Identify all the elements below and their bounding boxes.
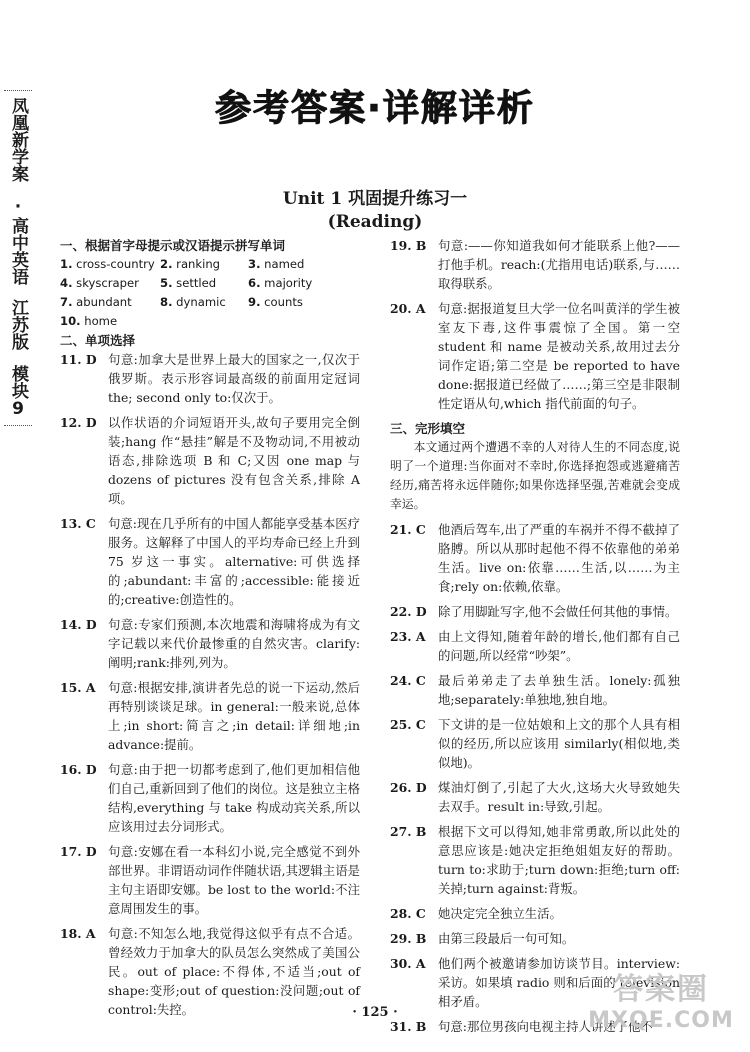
answer-explanation: 句意:现在几乎所有的中国人都能享受基本医疗服务。这解释了中国人的平均寿命已经上升到 75 岁这一事实。alternative:可供选择的;abundant:丰富的;accessible:能接近的;creative:创造性的。 (108, 516, 360, 607)
question-answer-key: 17. D (60, 844, 97, 859)
answer-word: cross-country (76, 257, 155, 271)
answer-number: 4. (60, 276, 73, 290)
unit-subtitle: (Reading) (327, 212, 423, 232)
answer-item (60, 350, 360, 407)
answer-number: 9. (248, 295, 261, 309)
answer-item (390, 822, 680, 898)
question-answer-key: 20. A (390, 301, 426, 316)
answer-word: home (84, 314, 118, 328)
answer-item (390, 520, 680, 596)
answer-number: 7. (60, 295, 73, 309)
answer-explanation: 句意:据报道复旦大学一位名叫黄洋的学生被室友下毒,这件事震惊了全国。第一空 student 和 name 是被动关系,故用过去分词作定语;第二空是 be reported to have done:据报道已经做了……;第三空是非限制性定语从句,which 指代前面的句子。 (438, 301, 680, 411)
side-label-part: ·高中英语 (8, 196, 28, 285)
answer-word: ranking (176, 257, 221, 271)
word-answer (160, 255, 248, 274)
right-column (390, 236, 680, 1042)
question-answer-key: 13. C (60, 516, 96, 531)
side-label (4, 90, 32, 426)
unit-title: Unit 1 巩固提升练习一 (282, 189, 468, 209)
answer-explanation: 由上文得知,随着年龄的增长,他们都有自己的问题,所以经常“吵架”。 (438, 629, 680, 663)
answer-number: 1. (60, 257, 73, 271)
answer-item (60, 615, 360, 672)
left-column (60, 236, 360, 1025)
passage-summary: 本文通过两个遭遇不幸的人对待人生的不同态度,说明了一个道理:当你面对不幸时,你选择抱怨或逃避痛苦经历,痛苦将永远伴随你;如果你选择坚强,苦难就会变成幸运。 (390, 440, 680, 511)
answer-explanation: 他酒后驾车,出了严重的车祸并不得不截掉了胳膊。所以从那时起他不得不依靠他的弟弟生活。live on:依靠……生活,以……为主食;rely on:依赖,依靠。 (438, 522, 680, 594)
question-answer-key: 29. B (390, 931, 427, 946)
answer-number: 8. (160, 295, 173, 309)
answer-word: counts (264, 295, 303, 309)
answer-explanation: 句意:专家们预测,本次地震和海啸将成为有文字记载以来代价最惨重的自然灾害。clarify:阐明;rank:排列,列为。 (108, 617, 360, 670)
word-answer (160, 293, 248, 312)
question-answer-key: 24. C (390, 673, 426, 688)
answer-item (390, 602, 680, 621)
answer-explanation: 句意:——你知道我如何才能联系上他?——打他手机。reach:(尤指用电话)联系,与……取得联系。 (438, 238, 680, 291)
answer-item (60, 760, 360, 836)
watermark-text: 答案圈 (613, 972, 709, 1007)
section-title: 一、根据首字母提示或汉语提示拼写单词 (60, 238, 286, 253)
answer-explanation: 他们两个被邀请参加访谈节目。interview:采访。如果填 radio 则和后面的 television 相矛盾。 (438, 956, 680, 1009)
answer-item (390, 299, 680, 413)
answer-word: settled (176, 276, 217, 290)
question-answer-key: 25. C (390, 717, 426, 732)
section-title: 三、完形填空 (390, 421, 466, 436)
answer-item (60, 514, 360, 609)
answer-item (60, 413, 360, 508)
question-answer-key: 31. B (390, 1019, 427, 1034)
answer-item (390, 671, 680, 709)
unit-heading (0, 188, 750, 234)
question-answer-key: 18. A (60, 926, 96, 941)
word-answer (60, 274, 160, 293)
answer-item (390, 715, 680, 772)
side-label-part: 江苏版 (8, 299, 28, 351)
question-answer-key: 11. D (60, 352, 97, 367)
answer-list (60, 350, 360, 1019)
answer-explanation: 句意:由于把一切都考虑到了,他们更加相信他们自己,重新回到了他们的岗位。这是独立主格结构,everything 与 take 构成动宾关系,所以应该用过去分词形式。 (108, 762, 360, 834)
word-list (60, 255, 360, 331)
answer-explanation: 句意:根据安排,演讲者先总的说一下运动,然后再特别谈谈足球。in general:一般来说,总体上;in short:简言之;in detail:详细地;in advance:提前。 (108, 680, 360, 752)
answer-word: dynamic (176, 295, 226, 309)
word-answer (248, 255, 348, 274)
word-answer (60, 312, 160, 331)
word-answer (60, 293, 160, 312)
question-answer-key: 30. A (390, 956, 426, 971)
question-answer-key: 27. B (390, 824, 427, 839)
answer-list (390, 520, 680, 1036)
answer-item (390, 236, 680, 293)
answer-explanation: 除了用脚趾写字,他不会做任何其他的事情。 (438, 604, 678, 619)
word-answer (60, 255, 160, 274)
word-answer (248, 293, 348, 312)
answer-word: abundant (76, 295, 132, 309)
answer-explanation: 她决定完全独立生活。 (438, 906, 562, 921)
question-answer-key: 12. D (60, 415, 97, 430)
question-answer-key: 16. D (60, 762, 97, 777)
answer-item (60, 842, 360, 918)
side-label-part: 凤凰新学案 (8, 97, 28, 182)
answer-explanation: 下文讲的是一位姑娘和上文的那个人具有相似的经历,所以应该用 similarly(相似地,类似地)。 (438, 717, 680, 770)
answer-list (390, 236, 680, 413)
answer-number: 10. (60, 314, 81, 328)
answer-item (60, 678, 360, 754)
question-answer-key: 23. A (390, 629, 426, 644)
answer-number: 6. (248, 276, 261, 290)
page-title: 参考答案·详解详析 (215, 88, 535, 129)
watermark-url: MXQE.COM (588, 1008, 734, 1033)
word-answer (248, 274, 348, 293)
answer-item (390, 929, 680, 948)
watermark-logo (586, 972, 736, 1042)
question-answer-key: 19. B (390, 238, 427, 253)
question-answer-key: 26. D (390, 780, 427, 795)
answer-explanation: 句意:不知怎么地,我觉得这似乎有点不合适。曾经效力于加拿大的队员怎么突然成了美国公民。out of place:不得体,不适当;out of shape:变形;out of question:没问题;out of control:失控。 (108, 926, 360, 1017)
answer-number: 2. (160, 257, 173, 271)
answer-word: skyscraper (76, 276, 139, 290)
answer-number: 5. (160, 276, 173, 290)
answer-explanation: 句意:那位男孩向电视主持人讲述了他不 (438, 1019, 653, 1034)
answer-item (390, 904, 680, 923)
section-title: 二、单项选择 (60, 333, 136, 348)
answer-explanation: 句意:加拿大是世界上最大的国家之一,仅次于俄罗斯。表示形容词最高级的前面用定冠词 the; second only to:仅次于。 (108, 352, 360, 405)
answer-explanation: 句意:安娜在看一本科幻小说,完全感觉不到外部世界。非谓语动词作伴随状语,其逻辑主语是主句主语即安娜。be lost to the world:不注意周围发生的事。 (108, 844, 360, 916)
answer-explanation: 煤油灯倒了,引起了大火,这场大火导致她失去双手。result in:导致,引起。 (438, 780, 680, 814)
question-answer-key: 14. D (60, 617, 97, 632)
answer-word: majority (264, 276, 313, 290)
answer-word: named (264, 257, 305, 271)
question-answer-key: 22. D (390, 604, 427, 619)
answer-number: 3. (248, 257, 261, 271)
side-label-part: 模块9 (8, 364, 28, 419)
question-answer-key: 28. C (390, 906, 426, 921)
question-answer-key: 15. A (60, 680, 96, 695)
page-number: · 125 · (352, 1005, 398, 1020)
answer-explanation: 由第三段最后一句可知。 (438, 931, 575, 946)
word-answer (160, 274, 248, 293)
answer-explanation: 以作状语的介词短语开头,故句子要用完全倒装;hang 作“悬挂”解是不及物动词,不用被动语态,排除选项 B 和 C;又因 one map 与 dozens of pictures 没有包含关系,排除 A 项。 (108, 415, 360, 506)
answer-explanation: 最后弟弟走了去单独生活。lonely:孤独地;separately:单独地,独自地。 (438, 673, 680, 707)
answer-item (390, 778, 680, 816)
answer-item (390, 627, 680, 665)
question-answer-key: 21. C (390, 522, 426, 537)
answer-explanation: 根据下文可以得知,她非常勇敢,所以此处的意思应该是:她决定拒绝姐姐友好的帮助。turn to:求助于;turn down:拒绝;turn off:关掉;turn against:背叛。 (438, 824, 680, 896)
